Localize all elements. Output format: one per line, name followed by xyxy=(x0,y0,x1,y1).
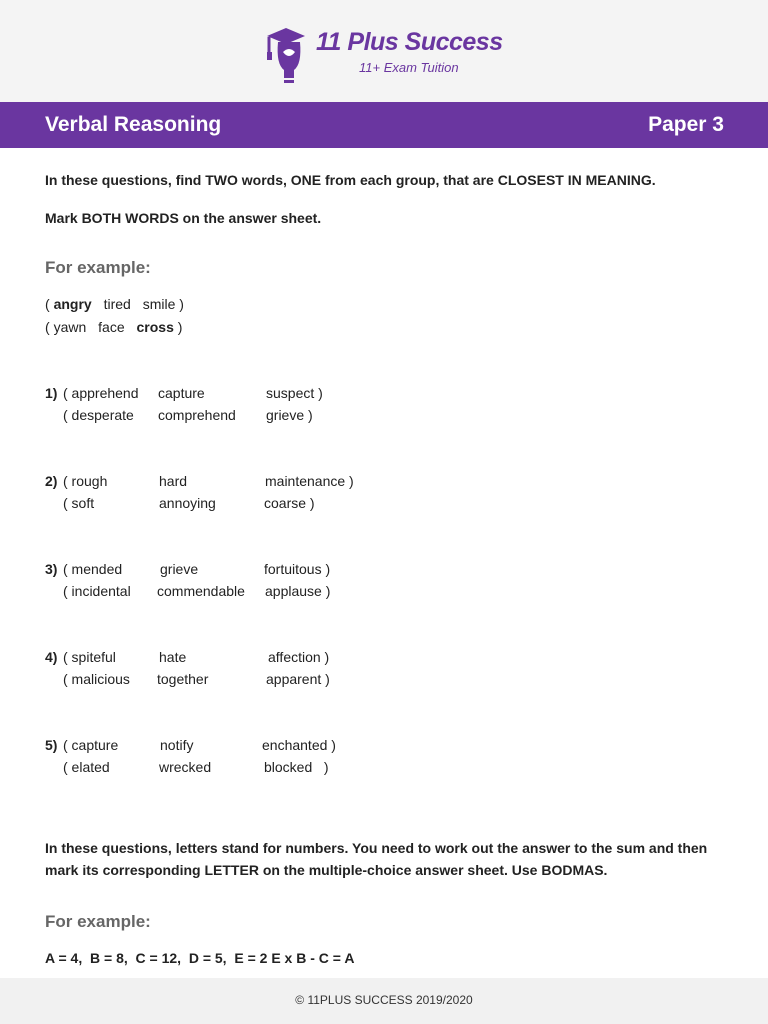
subject-title: Verbal Reasoning xyxy=(45,113,222,136)
question-5-group-a: 5) ( capture notify enchanted ) xyxy=(45,737,336,753)
question-number: 1) xyxy=(45,385,58,401)
letter-sum-instruction-line-2: mark its corresponding LETTER on the multiple-choice answer sheet. Use BODMAS. xyxy=(45,862,608,878)
question-2-group-a: 2) ( rough hard maintenance ) xyxy=(45,473,354,489)
example-row-1: ( angry tired smile ) xyxy=(45,296,184,312)
example-row-2: ( yawn face cross ) xyxy=(45,319,183,335)
paper-title: Paper 3 xyxy=(648,113,724,136)
example-answer-word: angry xyxy=(53,296,92,312)
logo xyxy=(264,24,524,88)
question-number: 3) xyxy=(45,561,58,577)
synonym-mark-instruction: Mark BOTH WORDS on the answer sheet. xyxy=(45,210,322,226)
example-answer-word: cross xyxy=(136,319,174,335)
question-2-group-b: ( soft annoying coarse ) xyxy=(63,495,315,511)
question-3-group-a: 3) ( mended grieve fortuitous ) xyxy=(45,561,331,577)
logo-title: 11 Plus Success xyxy=(316,28,503,56)
question-1-group-b: ( desperate comprehend grieve ) xyxy=(63,407,313,423)
question-3-group-b: ( incidental commendable applause ) xyxy=(63,583,331,599)
question-5-group-b: ( elated wrecked blocked ) xyxy=(63,759,329,775)
question-number: 2) xyxy=(45,473,58,489)
question-number: 5) xyxy=(45,737,58,753)
question-4-group-a: 4) ( spiteful hate affection ) xyxy=(45,649,330,665)
copyright-text: © 11PLUS SUCCESS 2019/2020 xyxy=(295,993,473,1007)
example-heading: For example: xyxy=(45,258,151,277)
example-heading-2: For example: xyxy=(45,912,151,931)
letter-sum-example: A = 4, B = 8, C = 12, D = 5, E = 2 E x B - C = A xyxy=(45,950,355,966)
question-number: 4) xyxy=(45,649,58,665)
letter-sum-instruction-line-1: In these questions, letters stand for numbers. You need to work out the answer to the sum and then xyxy=(45,840,708,856)
graduation-bulb-icon xyxy=(264,24,310,86)
logo-subtitle: 11+ Exam Tuition xyxy=(359,60,459,75)
page-footer xyxy=(0,978,768,1024)
page-header xyxy=(0,0,768,102)
synonym-instruction: In these questions, find TWO words, ONE from each group, that are CLOSEST IN MEANING. xyxy=(45,172,656,188)
title-band xyxy=(0,102,768,148)
question-4-group-b: ( malicious together apparent ) xyxy=(63,671,330,687)
question-1-group-a: 1) ( apprehend capture suspect ) xyxy=(45,385,323,401)
